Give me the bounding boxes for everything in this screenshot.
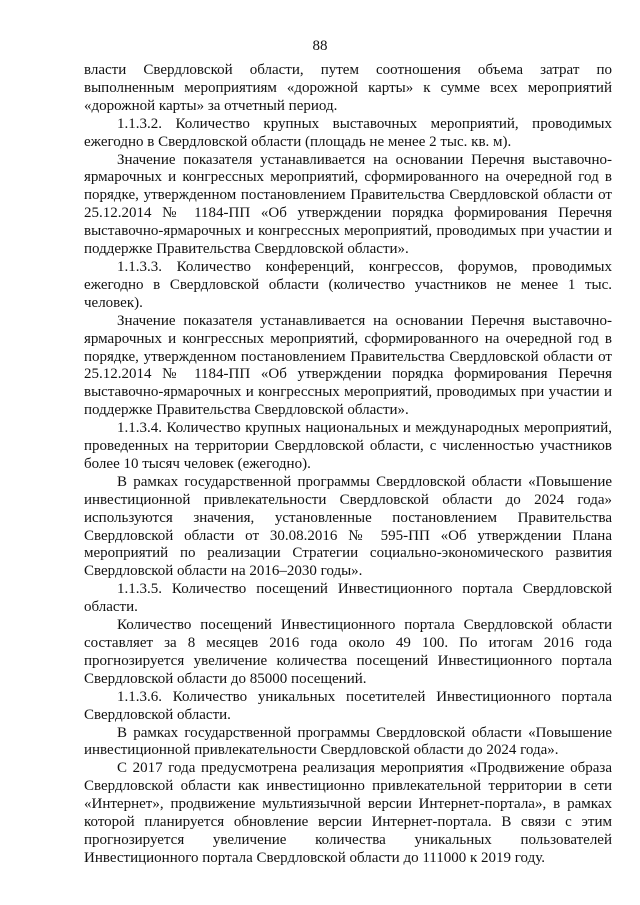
paragraph: Значение показателя устанавливается на основании Перечня выставочно-ярмарочных и конгрессных мероприятий, сформированного на очередной год в порядке, утвержденном постановлением Правительства Свердловской области от 25.12.2014 № 1184-ПП «Об утверждении порядка формирования Перечня выставочно-ярмарочных и конгрессных мероприятий, проводимых при участии и поддержке Правительства Свердловской области». — [84, 312, 612, 419]
paragraph-continuation: власти Свердловской области, путем соотношения объема затрат по выполненным мероприятиям «дорожной карты» к сумме всех мероприятий «дорожной карты» за отчетный период. — [84, 62, 612, 114]
paragraph-indicator-1-1-3-6: 1.1.3.6. Количество уникальных посетителей Инвестиционного портала Свердловской области. — [84, 688, 612, 723]
paragraph-indicator-1-1-3-4: 1.1.3.4. Количество крупных национальных и международных мероприятий, проведенных на территории Свердловской области, с численностью участников более 10 тысяч человек (ежегодно). — [84, 420, 612, 472]
paragraph: Значение показателя устанавливается на основании Перечня выставочно-ярмарочных и конгрессных мероприятий, сформированного на очередной год в порядке, утвержденном постановлением Правительства Свердловской области от 25.12.2014 № 1184-ПП «Об утверждении порядка формирования Перечня выставочно-ярмарочных и конгрессных мероприятий, проводимых при участии и поддержке Правительства Свердловской области». — [84, 151, 612, 258]
paragraph-indicator-1-1-3-3: 1.1.3.3. Количество конференций, конгрессов, форумов, проводимых ежегодно в Свердловской области (количество участников не менее 1 тыс. человек). — [84, 258, 612, 311]
page-number: 88 — [312, 38, 328, 54]
paragraph-indicator-1-1-3-5: 1.1.3.5. Количество посещений Инвестиционного портала Свердловской области. — [84, 581, 612, 616]
paragraph: Количество посещений Инвестиционного портала Свердловской области составляет за 8 месяцев 2016 года около 49 100. По итогам 2016 года прогнозируется увеличение количества посещений Инвестиционного портала Свердловской области до 85000 посещений. — [84, 617, 612, 687]
document-body — [84, 62, 612, 868]
paragraph-indicator-1-1-3-2: 1.1.3.2. Количество крупных выставочных мероприятий, проводимых ежегодно в Свердловской области (площадь не менее 2 тыс. кв. м). — [84, 115, 612, 150]
paragraph: С 2017 года предусмотрена реализация мероприятия «Продвижение образа Свердловской области как инвестиционно привлекательной территории в сети «Интернет», продвижение мультиязычной версии Интернет-портала», в рамках которой планируется обновление версии Интернет-портала. В связи с этим прогнозируется увеличение количества уникальных пользователей Инвестиционного портала Свердловской области до 111000 к 2019 году. — [84, 760, 612, 866]
paragraph: В рамках государственной программы Свердловской области «Повышение инвестиционной привлекательности Свердловской области до 2024 года» используются значения, установленные постановлением Правительства Свердловской области от 30.08.2016 № 595-ПП «Об утверждении Плана мероприятий по реализации Стратегии социально-экономического развития Свердловской области на 2016–2030 годы». — [84, 473, 612, 580]
paragraph: В рамках государственной программы Свердловской области «Повышение инвестиционной привлекательности Свердловской области до 2024 года». — [84, 724, 612, 759]
